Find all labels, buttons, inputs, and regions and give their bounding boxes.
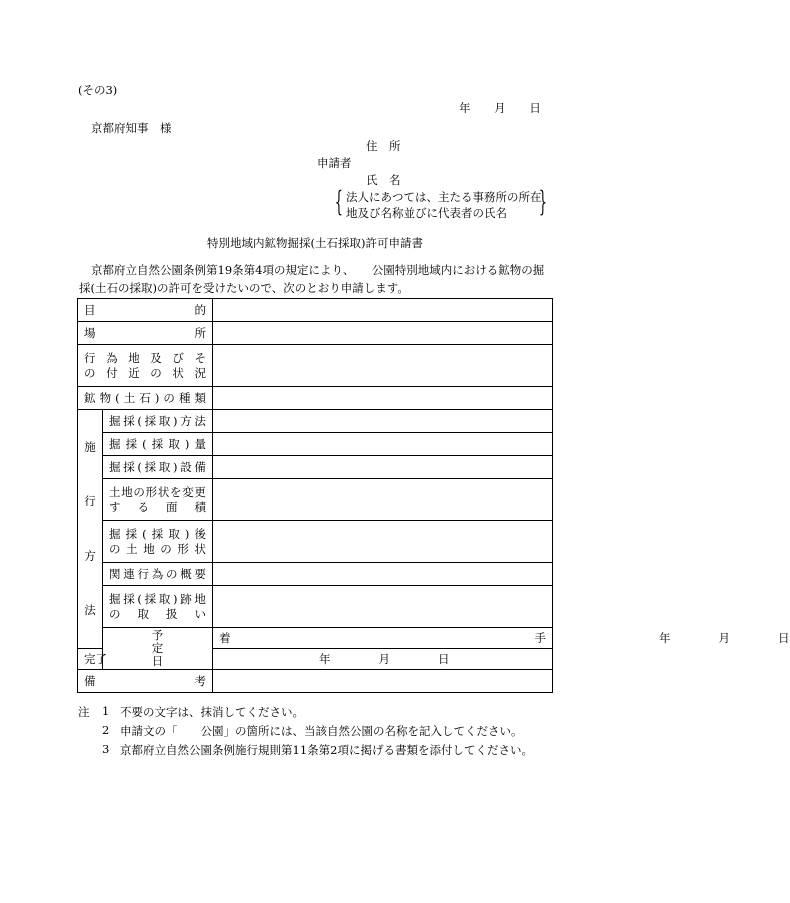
note-3: 京都府立自然公園条例施行規則第11条第2項に掲げる書類を添付してください。 [120,743,533,757]
purpose-label: 目 的 [78,299,213,322]
schedule-group-label: 予 定 日 [103,628,213,670]
start-day-label: 日 [778,630,790,645]
equipment-label: 掘 採 ( 採 取 ) 設 備 [103,456,213,479]
addressee: 京都府知事 様 [91,121,172,135]
method-label: 掘 採 ( 採 取 ) 方 法 [103,410,213,433]
notes-label: 注 [78,705,90,719]
applicant-label: 申請者 [317,156,352,170]
table-row [78,628,553,649]
area-label: 土 地 の 形 状 を 変 更 す る 面 積 [103,479,213,521]
table-row [78,563,553,586]
purpose-field[interactable] [213,299,553,322]
method-field[interactable] [213,410,553,433]
situation-field[interactable] [213,345,553,387]
corporate-note-line2: 地及び名称並びに代表者の氏名 [346,206,507,220]
date-day: 日 [529,101,541,115]
application-table [77,298,790,693]
place-field[interactable] [213,322,553,345]
amount-field[interactable] [213,433,553,456]
after-shape-label: 掘 採 ( 採 取 ) 後 の 土 地 の 形 状 [103,521,213,563]
form-number: (その3) [78,83,118,97]
address-label: 住 所 [366,139,401,153]
after-shape-field[interactable] [213,521,553,563]
table-row [78,670,553,693]
left-brace-icon: { [334,185,343,218]
related-label: 関 連 行 為 の 概 要 [103,563,213,586]
table-row [78,299,553,322]
situation-label: 行 為 地 及 び そ の 付 近 の 状 況 [78,345,213,387]
amount-label: 掘 採 ( 採 取 ) 量 [103,433,213,456]
table-row [78,586,553,628]
start-month-label: 月 [718,630,730,645]
corporate-note [334,185,548,221]
table-row [78,410,553,433]
note-1: 不要の文字は、抹消してください。 [120,705,304,719]
end-year-label: 年 [319,651,331,666]
end-day-label: 日 [438,651,450,666]
place-label: 場 所 [78,322,213,345]
start-year-label: 年 [659,630,671,645]
method-group-label: 施 行 方 法 [78,410,103,649]
site-handling-field[interactable] [213,586,553,628]
table-row [78,387,553,410]
end-date-field[interactable] [213,649,553,670]
end-label: 完 了 [78,649,103,670]
equipment-field[interactable] [213,456,553,479]
remarks-field[interactable] [213,670,553,693]
document-title: 特別地域内鉱物掘採(土石採取)許可申請書 [207,236,423,250]
table-row [78,322,553,345]
name-label: 氏 名 [366,173,401,187]
note-3-number: 3 [102,742,110,756]
site-handling-label: 掘 採 ( 採 取 ) 跡 地 の 取 扱 い [103,586,213,628]
table-row [78,345,553,387]
intro-line-1: 京都府立自然公園条例第19条第4項の規定により、 公園特別地域内における鉱物の掘 [91,263,545,277]
date-month: 月 [494,101,506,115]
note-2: 申請文の「 公園」の箇所には、当該自然公園の名称を記入してください。 [120,724,523,738]
right-brace-icon: } [539,185,548,218]
table-row [78,479,553,521]
start-label: 着 手 [213,628,553,649]
note-1-number: 1 [102,704,110,718]
note-2-number: 2 [102,723,110,737]
date-year: 年 [459,101,471,115]
mineral-field[interactable] [213,387,553,410]
table-row [78,433,553,456]
related-field[interactable] [213,563,553,586]
table-row [78,456,553,479]
mineral-label: 鉱 物 ( 土 石 ) の 種 類 [78,387,213,410]
corporate-note-line1: 法人にあつては、主たる事務所の所在 [346,190,542,204]
end-month-label: 月 [378,651,390,666]
intro-line-2: 採(土石の採取)の許可を受けたいので、次のとおり申請します。 [79,281,409,295]
area-field[interactable] [213,479,553,521]
date-line [459,100,541,116]
table-row [78,521,553,563]
remarks-label: 備 考 [78,670,213,693]
